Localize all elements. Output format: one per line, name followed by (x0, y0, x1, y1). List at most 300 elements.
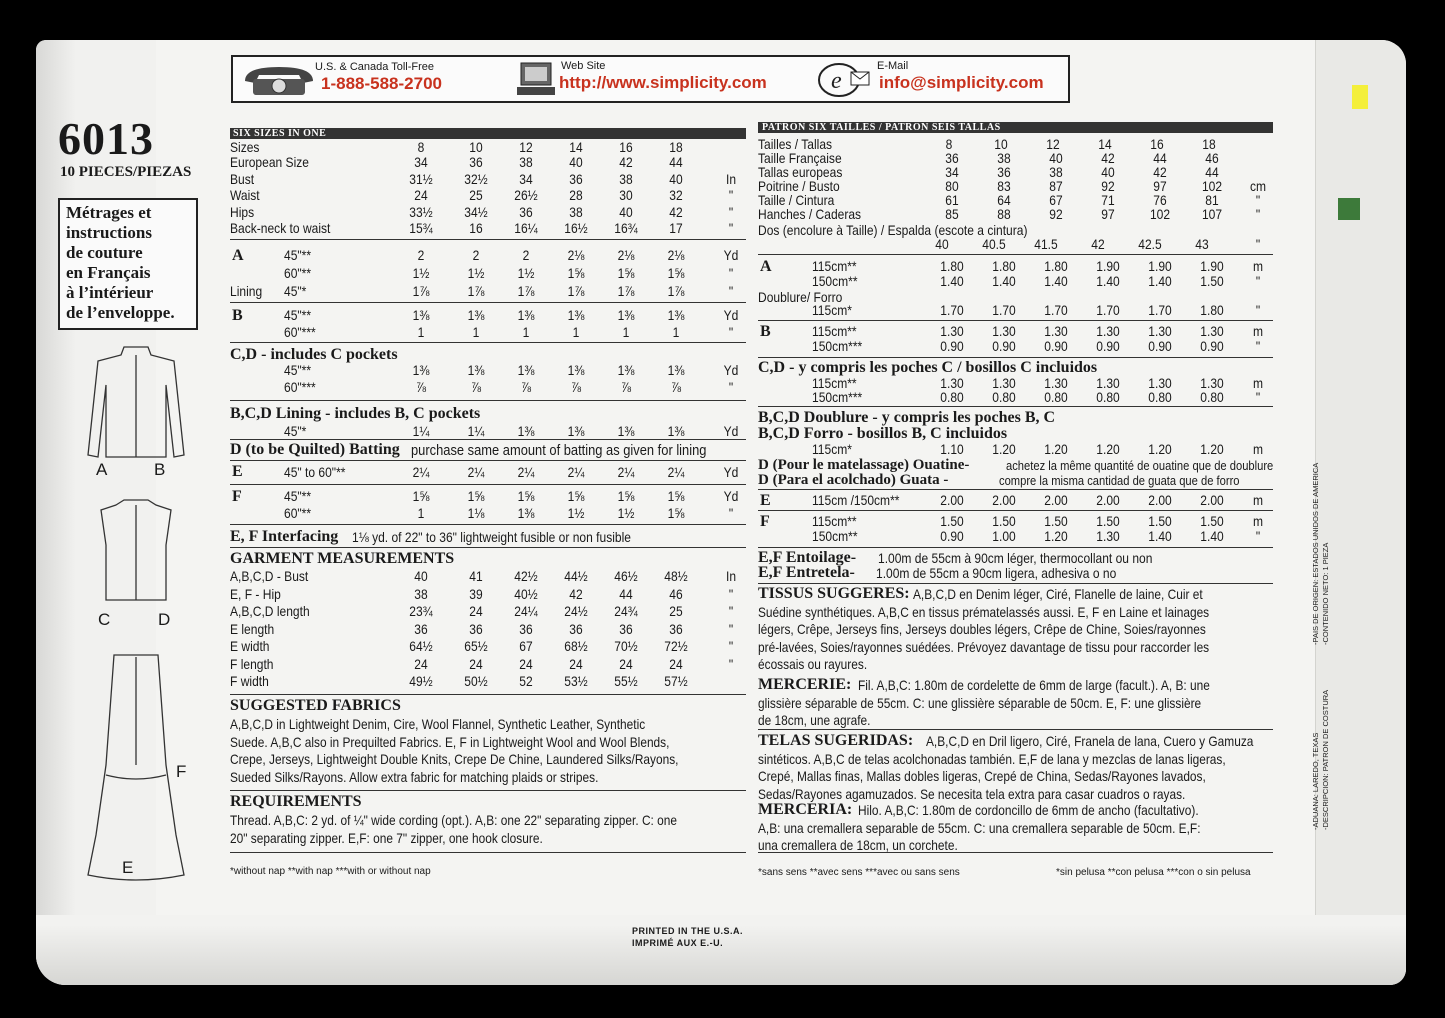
fr-b-row-value: 0.90 (1096, 338, 1120, 354)
en-body-row-label: European Size (230, 154, 309, 170)
en-b-row-value: 1⅜ (467, 307, 485, 323)
envelope-right-fold (1315, 40, 1406, 985)
es-merceria-line: A,B: una cremallera separable de 55cm. C: una cremallera separable de 50cm. E,F: (758, 819, 1201, 836)
fr-cd-row-value: 1.30 (1148, 375, 1172, 391)
rule-line (758, 489, 1273, 490)
en-garment-row-value: 36 (619, 620, 633, 637)
en-garment-row-value: 64½ (409, 638, 433, 654)
drawing-label-a: A (96, 460, 108, 479)
fr-a-doublure-row-value: 1.70 (1148, 302, 1172, 318)
rule-line (230, 439, 746, 440)
en-b-row-value: 1⅜ (667, 307, 685, 323)
view-a-b-jacket-drawing (88, 347, 184, 457)
en-garment-row-value: 44 (619, 585, 633, 602)
en-garment-row-value: 53½ (564, 673, 588, 689)
fr-bcd-row-value: 1.20 (1044, 441, 1068, 457)
fr-a-doublure-row-value: 1.70 (1096, 302, 1120, 318)
fr-tissus-line: légers, Crêpe, Jerseys fins, Jerseys doubles légers, Crêpe de Chine, Soies/rayonnes (758, 621, 1206, 637)
fr-a-doublure-row-value: 1.70 (992, 302, 1016, 318)
en-cd-row-label: 45"** (284, 362, 312, 378)
en-garment-row-value: 55½ (614, 673, 638, 689)
fr-view-e-letter: E (760, 492, 771, 509)
en-bcd-title: B,C,D Lining - includes B, C pockets (230, 405, 481, 422)
en-garment-row-value: 68½ (564, 638, 588, 654)
fr-body-row-value: 87 (1049, 178, 1063, 194)
en-view-f-letter: F (232, 488, 242, 505)
rule-line (230, 694, 746, 695)
pieces-count: 10 PIECES/PIEZAS (60, 164, 192, 180)
fr-bcd-title-es: B,C,D Forro - bosillos B, C incluidos (758, 425, 1008, 442)
fr-f-row-value: 1.20 (1044, 528, 1068, 544)
fr-body-row-value: 97 (1153, 178, 1167, 194)
french-instructions-box (58, 198, 198, 330)
en-cd-row-value: 1⅜ (412, 362, 430, 378)
en-lining-label: Lining (230, 283, 263, 299)
fr-f-row-value: 1.50 (1044, 513, 1068, 529)
en-header: SIX SIZES IN ONE (233, 128, 327, 139)
fr-f-row-value: 1.50 (992, 513, 1016, 529)
en-garment-row-value: 36 (569, 620, 583, 637)
fr-b-row-value: 0.90 (1044, 338, 1068, 354)
fr-cd-row-label: 150cm*** (812, 389, 863, 405)
fr-a-row-value: 1.40 (1096, 273, 1120, 289)
fr-b-row-label: 115cm** (812, 323, 857, 339)
en-cd-title: C,D - includes C pockets (230, 346, 398, 363)
en-f-row-value: 1⅝ (667, 505, 685, 521)
fr-ouatine-text: achetez la même quantité de ouatine que de doublure (1006, 458, 1274, 473)
en-cd-row-value: 1⅜ (517, 362, 535, 378)
fr-mercerie-line: de 18cm, une agrafe. (758, 712, 871, 728)
fr-cd-row-unit: m (1252, 375, 1264, 391)
rule-line (230, 239, 746, 240)
fr-b-row-value: 1.30 (940, 323, 964, 339)
en-garment-row-value: 24¼ (514, 603, 538, 619)
french-box-line: instructions (66, 223, 152, 242)
fr-b-row-value: 0.90 (940, 338, 964, 354)
en-f-row-value: 1⅝ (617, 488, 635, 504)
fr-b-row-value: 0.90 (992, 338, 1016, 354)
fr-cd-row-unit: " (1255, 389, 1261, 405)
en-e-row-value: 2¼ (517, 464, 535, 480)
fr-a-row-value: 1.40 (1148, 273, 1172, 289)
fr-size-value: 18 (1202, 136, 1216, 152)
en-body-row-label: Back-neck to waist (230, 220, 331, 236)
es-telas-line: sintéticos. A,B,C de telas acolchonadas también. E,F de lana y mezclas de lanas ligeras, (758, 750, 1226, 767)
fr-a-row-value: 1.40 (992, 273, 1016, 289)
rule-line (230, 400, 746, 401)
en-garment-row-value: 25 (669, 603, 683, 619)
rule-line (758, 547, 1273, 548)
fr-cd-row-value: 1.30 (1200, 375, 1224, 391)
en-garment-row-value: 50½ (464, 673, 488, 689)
fr-f-row-value: 1.50 (940, 513, 964, 529)
fr-f-row-unit: m (1252, 513, 1264, 529)
en-body-row-value: 16¼ (514, 220, 538, 236)
fr-f-row-unit: " (1255, 528, 1261, 544)
fr-mercerie-text (758, 677, 1279, 730)
en-a-row-label: 60"** (284, 265, 312, 281)
en-batting-text: purchase same amount of batting as given for lining (411, 442, 707, 459)
fr-bcd-row-value: 1.20 (1200, 441, 1224, 457)
contact-banner (231, 55, 1070, 103)
fr-entoilage-text: 1.00m de 55cm à 90cm léger, thermocollant ou non (878, 550, 1153, 566)
en-cd-row-label: 60"*** (284, 379, 316, 395)
en-fabrics-line: A,B,C,D in Lightweight Denim, Cire, Wool Flannel, Synthetic Leather, Synthetic (230, 716, 646, 732)
en-body-row-value: 17 (669, 220, 683, 236)
en-f-row-value: 1⅝ (667, 488, 685, 504)
en-view-a-letter: A (232, 247, 244, 264)
view-e-f-skirt-drawing (88, 655, 187, 880)
en-cd-row-value: ⅞ (470, 379, 482, 395)
fr-view-a-letter: A (760, 258, 772, 275)
en-f-row-value: 1⅝ (517, 488, 535, 504)
printed-notice (632, 925, 743, 949)
en-garment-row-label: A,B,C,D length (230, 603, 310, 619)
es-merceria-title: MERCERIA: (758, 801, 853, 818)
en-body-row-value: 24 (414, 187, 428, 203)
fr-body-row-value: 71 (1101, 192, 1115, 208)
fr-dos-label: Dos (encolure à Taille) / Espalda (escote a cintura) (758, 222, 1028, 238)
en-garment-row-value: 24½ (564, 603, 588, 619)
computer-icon (515, 61, 559, 97)
fr-mercerie-title: MERCERIE: (758, 676, 852, 693)
en-cd-row-value: 1⅜ (467, 362, 485, 378)
fr-a-row-value: 1.40 (940, 273, 964, 289)
fr-e-row-value: 2.00 (1148, 492, 1172, 508)
en-garment-row-value: 42½ (514, 568, 538, 584)
fr-body-row-value: 83 (997, 178, 1011, 194)
fr-cd-row-value: 1.30 (1044, 375, 1068, 391)
en-requirements-title: REQUIREMENTS (230, 793, 362, 810)
fr-cd-row-value: 0.80 (992, 389, 1016, 405)
fr-size-value: 8 (945, 136, 953, 152)
fr-e-row-value: 2.00 (1200, 492, 1224, 508)
en-b-row-unit: Yd (723, 307, 739, 323)
en-fabrics-line: Crepe, Jerseys, Lightweight Double Knits, Crepe De Chine, Laundered Silks/Rayons, (230, 751, 679, 767)
en-body-row-value: 34 (519, 170, 533, 187)
en-size-value: 10 (469, 139, 483, 155)
fr-cd-row-value: 1.30 (992, 375, 1016, 391)
en-f-row-value: 1⅝ (567, 488, 585, 504)
en-fabrics-line: Suede. A,B,C also in Prequilted Fabrics. E, F in Lightweight Wool and Wool Blends, (230, 733, 670, 750)
en-e-row-value: 2¼ (667, 464, 685, 480)
fr-body-row-value: 42 (1101, 150, 1115, 166)
fr-dos-value: 42 (1091, 236, 1105, 252)
rule-line (758, 729, 1273, 730)
drawing-label-b: B (154, 460, 166, 479)
en-garment-row-label: F length (230, 655, 274, 672)
en-batting-title: D (to be Quilted) Batting (230, 441, 400, 458)
en-body-row-value: 34 (414, 154, 428, 170)
en-bcd-row-unit: Yd (723, 423, 739, 439)
fr-a-row-unit: m (1252, 258, 1264, 274)
fr-a-row-value: 1.90 (1148, 258, 1172, 274)
svg-text:e: e (831, 68, 842, 94)
en-interfacing-text: 1⅛ yd. of 22" to 36" lightweight fusible or non fusible (352, 529, 631, 545)
en-garment-title: GARMENT MEASUREMENTS (230, 550, 455, 567)
fr-cd-row-value: 0.80 (1200, 389, 1224, 405)
en-bcd-row-value: 1¼ (467, 423, 485, 439)
fr-b-row-value: 1.30 (992, 323, 1016, 339)
fr-body-row-value: 85 (945, 206, 959, 222)
en-garment-row-unit: " (728, 638, 734, 654)
fr-body-row-unit: cm (1249, 178, 1267, 194)
fr-tissus-line: pré-lavées, Soies/rayonnes suédées. Prévoyez davantage de tissu pour raccorder les (758, 638, 1210, 655)
en-a-row-value: 1½ (412, 265, 430, 281)
en-body-row-value: 42 (619, 154, 633, 170)
en-bcd-row-value: 1⅜ (617, 423, 635, 439)
en-body-row-value: 40 (569, 154, 583, 170)
en-f-row-value: 1⅝ (467, 488, 485, 504)
en-a-row-unit: Yd (723, 247, 739, 263)
fr-size-value: 12 (1046, 136, 1060, 152)
en-b-row-value: 1 (572, 324, 580, 340)
fr-f-row-value: 1.00 (992, 528, 1016, 544)
fr-a-row-value: 1.90 (1200, 258, 1224, 274)
en-f-row-value: 1⅝ (412, 488, 430, 504)
fr-tissus-text (758, 586, 1289, 674)
en-fabrics-text (230, 716, 758, 786)
fr-body-row-value: 81 (1205, 192, 1219, 208)
en-f-row-value: 1⅜ (517, 505, 535, 521)
french-box-line: en Français (66, 263, 151, 282)
en-body-row-value: 15¾ (409, 220, 433, 236)
en-body-row-value: 16½ (564, 220, 588, 236)
french-box-line: à l’intérieur (66, 283, 154, 302)
fr-cd-row-value: 0.80 (940, 389, 964, 405)
en-body-row-value: 36 (519, 203, 533, 220)
fr-dos-unit: " (1255, 236, 1261, 252)
fr-e-row-value: 2.00 (992, 492, 1016, 508)
fr-mercerie-line: Fil. A,B,C: 1.80m de cordelette de 6mm de large (facult.). A, B: une (858, 677, 1210, 693)
fr-tissus-title: TISSUS SUGGERES: (758, 585, 910, 602)
en-garment-row-label: A,B,C,D - Bust (230, 568, 309, 584)
en-garment-row-unit: " (728, 603, 734, 619)
fr-body-row-value: 36 (997, 164, 1011, 180)
fr-body-row-label: Hanches / Caderas (758, 206, 862, 222)
en-e-row-value: 2¼ (467, 464, 485, 480)
side-text-line: -DESCRIPCION: PATRON DE COSTURA (1321, 689, 1330, 830)
fr-f-row-label: 150cm** (812, 528, 858, 544)
en-f-row-label: 45"** (284, 488, 312, 504)
en-garment-row-value: 46 (669, 585, 683, 602)
fr-body-row-value: 64 (997, 192, 1011, 208)
rule-line (758, 254, 1273, 255)
en-bcd-row-value: 1¼ (412, 423, 430, 439)
view-c-d-vest-drawing (101, 500, 171, 600)
fr-guata-title: D (Para el acolchado) Guata - (758, 472, 949, 488)
en-b-row-unit: " (728, 324, 734, 340)
fr-body-row-value: 36 (945, 150, 959, 166)
en-b-row-value: 1 (622, 324, 630, 340)
fr-sizes-label: Tailles / Tallas (758, 136, 833, 152)
fr-guata-text: compre la misma cantidad de guata que de forro (999, 473, 1240, 488)
en-b-row-value: 1 (472, 324, 480, 340)
fr-body-row-value: 88 (997, 206, 1011, 222)
en-body-row-label: Waist (230, 187, 260, 203)
en-size-value: 8 (417, 139, 425, 155)
en-body-row-value: 36 (469, 154, 483, 170)
en-b-row-value: 1⅜ (517, 307, 535, 323)
en-a-row-value: 2 (522, 247, 530, 263)
en-a-row-unit: " (728, 265, 734, 281)
en-cd-row-value: 1⅜ (617, 362, 635, 378)
en-body-row-value: 28 (569, 187, 583, 203)
fr-body-row-value: 92 (1049, 206, 1063, 222)
garment-line-drawings (66, 345, 206, 885)
en-b-row-label: 45"** (284, 307, 312, 323)
en-f-row-value: 1½ (617, 505, 635, 521)
en-e-row-value: 2¼ (567, 464, 585, 480)
fr-b-row-value: 1.30 (1044, 323, 1068, 339)
fr-cd-row-value: 0.80 (1044, 389, 1068, 405)
es-merceria-line: Hilo. A,B,C: 1.80m de cordoncillo de 6mm de ancho (facultativo). (858, 802, 1199, 818)
en-garment-row-value: 57½ (664, 673, 688, 689)
en-bcd-row-value: 1⅜ (667, 423, 685, 439)
fr-body-row-value: 102 (1201, 178, 1223, 194)
en-a-row-value: 1½ (467, 265, 485, 281)
fr-body-row-value: 44 (1153, 150, 1167, 166)
es-telas-text (758, 733, 1311, 803)
fr-bcd-row-value: 1.20 (1096, 441, 1120, 457)
fr-body-row-value: 61 (945, 192, 959, 208)
en-a-row-value: 1⅞ (617, 283, 635, 299)
en-garment-row-unit: " (728, 585, 734, 602)
fr-body-row-value: 38 (997, 150, 1011, 166)
en-e-row-label: 45" to 60"** (284, 464, 346, 480)
en-garment-row-value: 24 (519, 655, 533, 672)
en-body-row-label: Hips (230, 203, 255, 220)
fr-body-row-value: 42 (1153, 164, 1167, 180)
drawing-label-e: E (122, 858, 134, 877)
side-text-line: -PAIS DE ORIGEN: ESTADOS UNIDOS DE AMERICA (1311, 462, 1320, 645)
en-body-row-unit: In (725, 170, 737, 187)
fr-mercerie-line: glissière séparable de 55cm. C: une glissière séparable de 50cm. E, F: une glissière (758, 694, 1202, 711)
drawing-label-f: F (176, 762, 187, 781)
en-a-row-value: 1⅞ (517, 283, 535, 299)
email-address[interactable]: info@simplicity.com (879, 73, 1044, 92)
en-a-row-value: 1½ (517, 265, 535, 281)
en-fabrics-line: Sueded Silks/Rayons. Allow extra fabric for matching plaids or stripes. (230, 768, 599, 785)
en-size-value: 12 (519, 139, 533, 155)
en-garment-row-value: 52 (519, 673, 533, 689)
fr-a-row-value: 1.80 (1044, 258, 1068, 274)
en-fabrics-title: SUGGESTED FABRICS (230, 697, 401, 714)
en-garment-row-value: 36 (469, 620, 483, 637)
en-cd-row-value: ⅞ (570, 379, 582, 395)
website-url[interactable]: http://www.simplicity.com (559, 73, 767, 92)
fr-body-row-value: 107 (1201, 206, 1223, 222)
en-body-row-value: 26½ (514, 187, 538, 203)
en-a-row-value: 1⅝ (667, 265, 685, 281)
fr-b-row-value: 1.30 (1148, 323, 1172, 339)
fr-a-row-label: 150cm** (812, 273, 858, 289)
fr-dos-value: 43 (1195, 236, 1209, 252)
en-b-row-value: 1 (417, 324, 425, 340)
en-body-row-value: 16¾ (614, 220, 638, 236)
en-b-row-label: 60"*** (284, 324, 316, 340)
fr-a-row-value: 1.80 (992, 258, 1016, 274)
fr-header: PATRON SIX TAILLES / PATRON SEIS TALLAS (762, 122, 1001, 133)
en-body-row-value: 38 (619, 170, 633, 187)
fr-entoilage-title: E,F Entoilage- (758, 549, 857, 566)
en-body-row-value: 30 (619, 187, 633, 203)
fr-f-row-value: 1.40 (1148, 528, 1172, 544)
fr-view-b-letter: B (760, 323, 771, 340)
fr-cd-row-value: 0.80 (1148, 389, 1172, 405)
es-merceria-text (758, 802, 1279, 855)
fr-bcd-title-fr: B,C,D Doublure - y compris les poches B, C (758, 409, 1056, 426)
en-garment-row-value: 39 (469, 585, 483, 602)
rule-line (758, 852, 1273, 853)
fr-body-row-value: 76 (1153, 192, 1167, 208)
en-a-row-value: 2⅛ (567, 247, 585, 263)
fr-f-row-value: 1.50 (1148, 513, 1172, 529)
en-garment-row-label: E length (230, 620, 275, 637)
en-interfacing-title: E, F Interfacing (230, 528, 339, 545)
en-garment-row-value: 48½ (664, 568, 688, 584)
fr-a-row-label: 115cm** (812, 258, 857, 274)
es-telas-line: A,B,C,D en Dril ligero, Ciré, Franela de lana, Cuero y Gamuza (926, 733, 1254, 749)
fr-body-row-label: Tallas europeas (758, 164, 843, 180)
en-garment-row-value: 24 (669, 655, 683, 672)
rule-line (230, 790, 746, 791)
fr-body-row-value: 46 (1205, 150, 1219, 166)
en-body-row-value: 25 (469, 187, 483, 203)
en-a-row-value: 2 (472, 247, 480, 263)
fr-entretela-title: E,F Entretela- (758, 564, 855, 581)
fr-footnote: *sans sens **avec sens ***avec ou sans sens (758, 867, 960, 878)
en-garment-row-value: 24 (619, 655, 633, 672)
en-b-row-value: 1 (522, 324, 530, 340)
fr-e-row-value: 2.00 (1044, 492, 1068, 508)
pattern-number: 6013 (58, 113, 154, 164)
side-text-line: -CONTENIDO NETO: 1 PIEZA (1321, 542, 1330, 645)
french-box-line: de couture (66, 243, 143, 262)
fr-b-row-unit: " (1255, 338, 1261, 354)
envelope-back (36, 40, 1406, 985)
rule-line (758, 406, 1273, 407)
side-text-line: -ADUANA: LAREDO, TEXAS (1311, 732, 1320, 830)
fr-size-value: 10 (994, 136, 1008, 152)
en-garment-row-value: 36 (519, 620, 533, 637)
es-merceria-line: una cremallera de 18cm, un corchete. (758, 837, 958, 853)
en-a-row-value: 1⅝ (617, 265, 635, 281)
rule-line (230, 524, 746, 525)
en-b-row-value: 1⅜ (412, 307, 430, 323)
fr-tissus-line: Suédine synthétiques. A,B,C en tissus prématelassés aussi. E, F en Laine et lainages (758, 603, 1210, 620)
fr-cd-title: C,D - y compris les poches C / bosillos C incluidos (758, 359, 1098, 376)
rule-line (758, 320, 1273, 321)
fr-body-row-value: 38 (1049, 164, 1063, 180)
fr-cd-row-value: 1.30 (940, 375, 964, 391)
en-garment-row-value: 41 (469, 568, 483, 584)
fr-body-row-value: 102 (1149, 206, 1171, 222)
es-footnote: *sin pelusa **con pelusa ***con o sin pelusa (1056, 867, 1251, 878)
en-size-value: 16 (619, 139, 633, 155)
en-garment-row-value: 24 (569, 655, 583, 672)
en-e-row-unit: Yd (723, 464, 739, 480)
en-a-row-unit: " (728, 283, 734, 299)
phone-number[interactable]: 1-888-588-2700 (321, 74, 442, 93)
en-garment-row-value: 70½ (614, 638, 638, 654)
fr-a-row-value: 1.40 (1044, 273, 1068, 289)
en-cd-row-value: ⅞ (520, 379, 532, 395)
en-cd-row-value: ⅞ (670, 379, 682, 395)
fr-body-row-label: Taille Française (758, 150, 842, 166)
es-telas-line: Crepé, Mallas finas, Mallas dobles ligeras, Crepé de China, Sedas/Rayones lavados, (758, 768, 1206, 784)
fr-a-row-value: 1.90 (1096, 258, 1120, 274)
